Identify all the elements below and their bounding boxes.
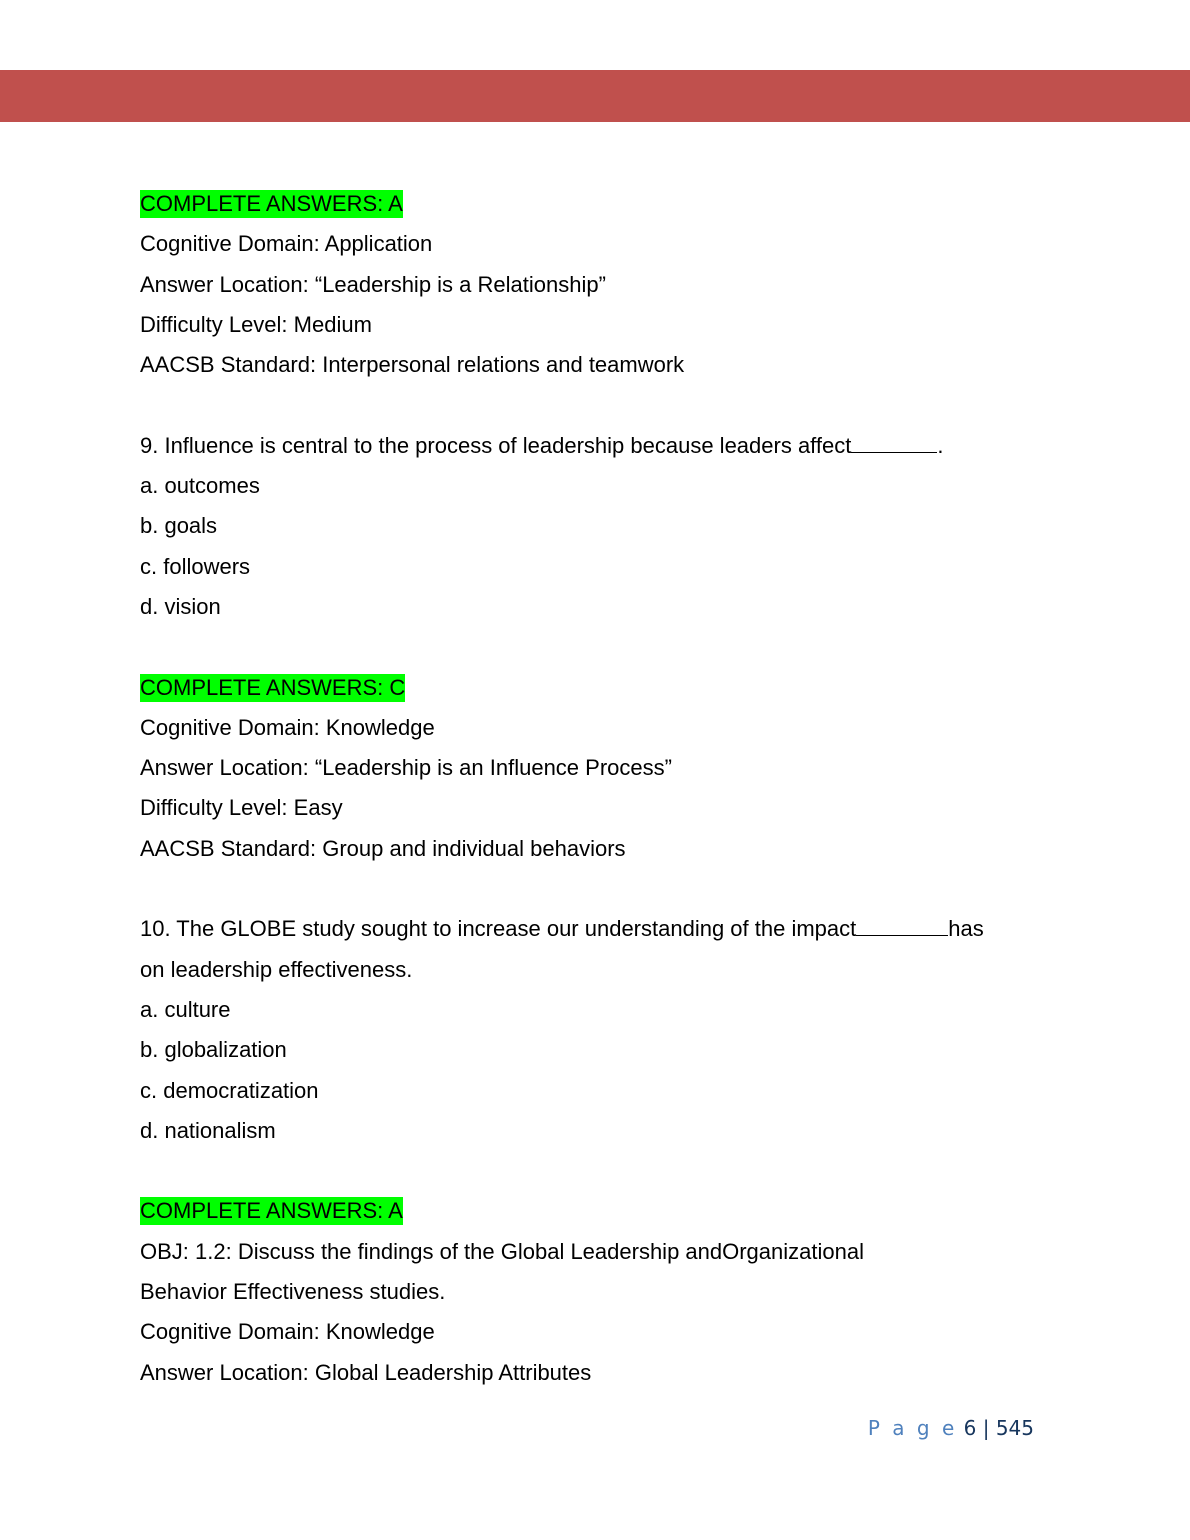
question-text: 9. Influence is central to the process of leadership because leaders affect [140,432,852,458]
answer-blank [856,917,948,936]
meta-line: Answer Location: Global Leadership Attributes [140,1359,592,1385]
page-content [140,184,1040,1393]
meta-line: Cognitive Domain: Knowledge [140,1319,435,1345]
page-number: 6 [963,1416,977,1440]
page-word: P a g e [867,1416,958,1440]
question-text-end: has [948,916,984,942]
answer-highlight: COMPLETE ANSWERS: A [140,191,403,216]
option: d. vision [140,593,221,619]
option: b. globalization [140,1037,287,1063]
answer-highlight: COMPLETE ANSWERS: C [140,674,406,700]
option: a. outcomes [140,473,260,499]
page-separator: | [982,1416,990,1440]
option: d. nationalism [140,1117,276,1143]
spacer [140,1151,1040,1191]
option: c. followers [140,553,251,579]
meta-line: OBJ: 1.2: Discuss the findings of the Global Leadership andOrganizational [140,1238,864,1264]
total-pages: 545 [995,1416,1034,1440]
question-text-end: . [937,432,944,458]
answer-line [140,668,1040,708]
meta-line: Difficulty Level: Medium [140,311,372,337]
meta-line: Answer Location: “Leadership is an Influence Process” [140,755,672,781]
question-stem [140,909,1040,949]
page-footer [868,1416,1034,1440]
meta-line: AACSB Standard: Interpersonal relations and teamwork [140,352,685,378]
question-stem-continued: on leadership effectiveness. [140,956,413,982]
spacer [140,627,1040,667]
option: a. culture [140,996,231,1022]
meta-line: Behavior Effectiveness studies. [140,1279,446,1305]
meta-line: AACSB Standard: Group and individual behaviors [140,835,626,861]
header-bar [0,70,1190,122]
answer-blank [851,434,937,453]
spacer [140,869,1040,909]
answer-highlight: COMPLETE ANSWERS: A [140,1198,403,1224]
meta-line: Answer Location: “Leadership is a Relationship” [140,271,606,297]
meta-line: Cognitive Domain: Knowledge [140,714,435,740]
question-text: 10. The GLOBE study sought to increase our understanding of the impact [140,916,857,942]
meta-line: Difficulty Level: Easy [140,795,343,821]
spacer [140,385,1040,425]
meta-line: Cognitive Domain: Application [140,231,433,257]
question-stem [140,426,1040,466]
option: c. democratization [140,1077,319,1103]
answer-line [140,1191,1040,1231]
option: b. goals [140,513,218,539]
answer-line [140,184,1040,224]
